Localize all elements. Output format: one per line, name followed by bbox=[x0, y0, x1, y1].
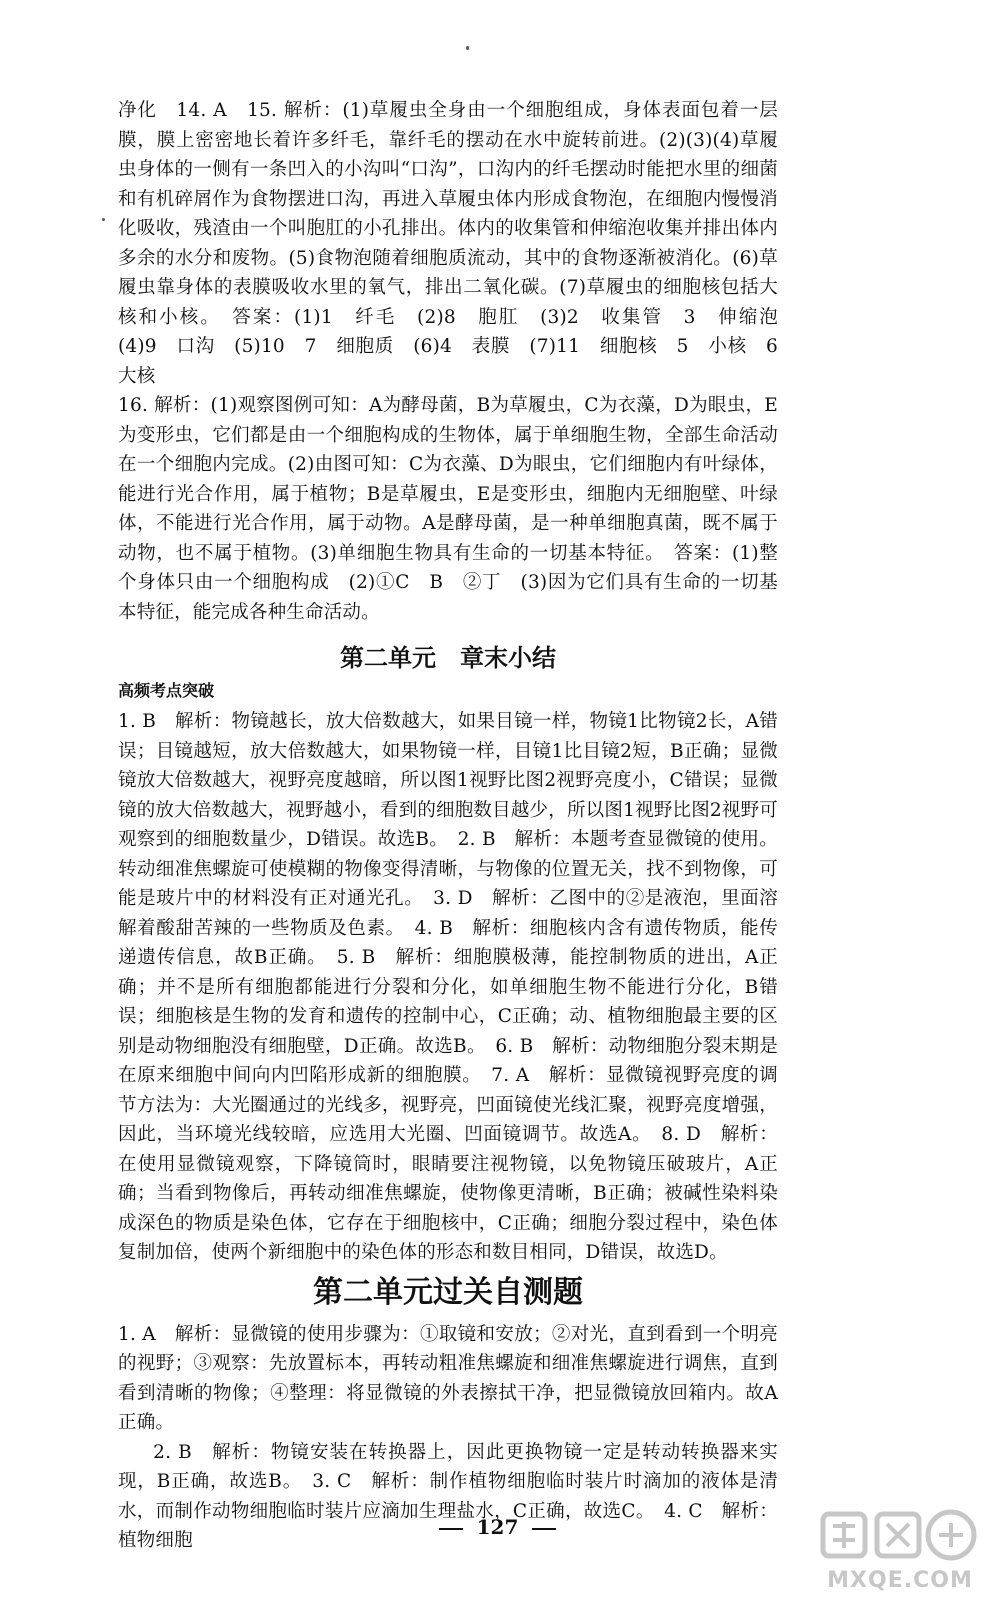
section-title-chapter-summary: 第二单元 章末小结 bbox=[340, 644, 556, 672]
scan-speck bbox=[102, 218, 105, 221]
footer-dash-left bbox=[439, 1528, 463, 1530]
self-test-answer-1: 1. A 解析：显微镜的使用步骤为：①取镜和安放；②对光，直到看到一个明亮的视野；③观察：先放置标本，再转动粗准焦螺旋和细准焦螺旋进行调焦，直到看到清晰的物像；④整理：将显微镜的外表擦拭干净，把显微镜放回箱内。故A正确。 bbox=[118, 1323, 778, 1433]
page-number: 127 bbox=[476, 1515, 519, 1539]
section-title-self-test: 第二单元过关自测题 bbox=[313, 1274, 583, 1310]
footer-dash-right bbox=[532, 1528, 556, 1530]
watermark-text: MXQE.COM bbox=[827, 1568, 973, 1593]
self-test-answers-2-4: 2. B 解析：物镜安装在转换器上，因此更换物镜一定是转动转换器来实现，B正确，故选B。 3. C 解析：制作植物细胞临时装片时滴加的液体是清水，而制作动物细胞临时装片应滴加生理盐水，C正确，故选C。 4. C 解析：植物细胞 bbox=[118, 1441, 778, 1551]
watermark-stamp-icon bbox=[815, 1500, 985, 1570]
answer-paragraph-16: 16. 解析：(1)观察图例可知：A为酵母菌，B为草履虫，C为衣藻，D为眼虫，E为变形虫，它们都是由一个细胞构成的生物体，属于单细胞生物，全部生命活动在一个细胞内完成。(2)由图可知：C为衣藻、D为眼虫，它们细胞内有叶绿体，能进行光合作用，属于植物；B是草履虫，E是变形虫，细胞内无细胞壁、叶绿体，不能进行光合作用，属于动物。A是酵母菌，是一种单细胞真菌，既不属于动物，也不属于植物。(3)单细胞生物具有生命的一切基本特征。 答案：(1)整个身体只由一个细胞构成 (2)①C B ②丁 (3)因为它们具有生命的一切基本特征，能完成各种生命活动。 bbox=[118, 395, 778, 623]
watermark-logo bbox=[815, 1500, 985, 1595]
scan-speck bbox=[466, 46, 469, 50]
summary-answers-paragraph: 1. B 解析：物镜越长，放大倍数越大，如果目镜一样，物镜1比物镜2长，A错误；目镜越短，放大倍数越大，如果物镜一样，目镜1比目镜2短，B正确；显微镜放大倍数越大，视野亮度越暗，所以图1视野比图2视野亮度小，C错误；显微镜的放大倍数越大，视野越小，看到的细胞数目越少，所以图1视野比图2视野可观察到的细胞数量少，D错误。故选B。 2. B 解析：本题考查显微镜的使用。转动细准焦螺旋可使模糊的物像变得清晰，与物像的位置无关，找不到物像，可能是玻片中的材料没有正对通光孔。 3. D 解析：乙图中的②是液泡，里面溶解着酸甜苦辣的一些物质及色素。 4. B 解析：细胞核内含有遗传物质，能传递遗传信息，故B正确。 5. B 解析：细胞膜极薄，能控制物质的进出，A正确；并不是所有细胞都能进行分裂和分化，如单细胞生物不能进行分化，B错误；细胞核是生物的发育和遗传的控制中心，C正确；动、植物细胞最主要的区别是动物细胞没有细胞壁，D正确。故选B。 6. B 解析：动物细胞分裂末期是在原来细胞中间向内凹陷形成新的细胞膜。 7. A 解析：显微镜视野亮度的调节方法为：大光圈通过的光线多，视野亮，凹面镜使光线汇聚，视野亮度增强，因此，当环境光线较暗，应选用大光圈、凹面镜调节。故选A。 8. D 解析：在使用显微镜观察，下降镜筒时，眼睛要注视物镜，以免物镜压破玻片，A正确；当看到物像后，再转动细准焦螺旋，使物像更清晰，B正确；被碱性染料染成深色的物质是染色体，它存在于细胞核中，C正确；细胞分裂过程中，染色体复制加倍，使两个新细胞中的染色体的形态和数目相同，D错误，故选D。 bbox=[118, 711, 778, 1263]
answer-paragraph-14-15: 净化 14. A 15. 解析：(1)草履虫全身由一个细胞组成，身体表面包着一层膜，膜上密密地长着许多纤毛，靠纤毛的摆动在水中旋转前进。(2)(3)(4)草履虫身体的一侧有一条凹入的小沟叫“口沟”，口沟内的纤毛摆动时能把水里的细菌和有机碎屑作为食物摆进口沟，再进入草履虫体内形成食物泡，在细胞内慢慢消化吸收，残渣由一个叫胞肛的小孔排出。体内的收集管和伸缩泡收集并排出体内多余的水分和废物。(5)食物泡随着细胞质流动，其中的食物逐渐被消化。(6)草履虫靠身体的表膜吸收水里的氧气，排出二氧化碳。(7)草履虫的细胞核包括大核和小核。 答案：(1)1 纤毛 (2)8 胞肛 (3)2 收集管 3 伸缩泡 (4)9 口沟 (5)10 7 细胞质 (6)4 表膜 (7)11 细胞核 5 小核 6 大核 bbox=[118, 100, 797, 387]
page-content bbox=[118, 96, 797, 1556]
subheading-key-points: 高频考点突破 bbox=[118, 681, 215, 700]
